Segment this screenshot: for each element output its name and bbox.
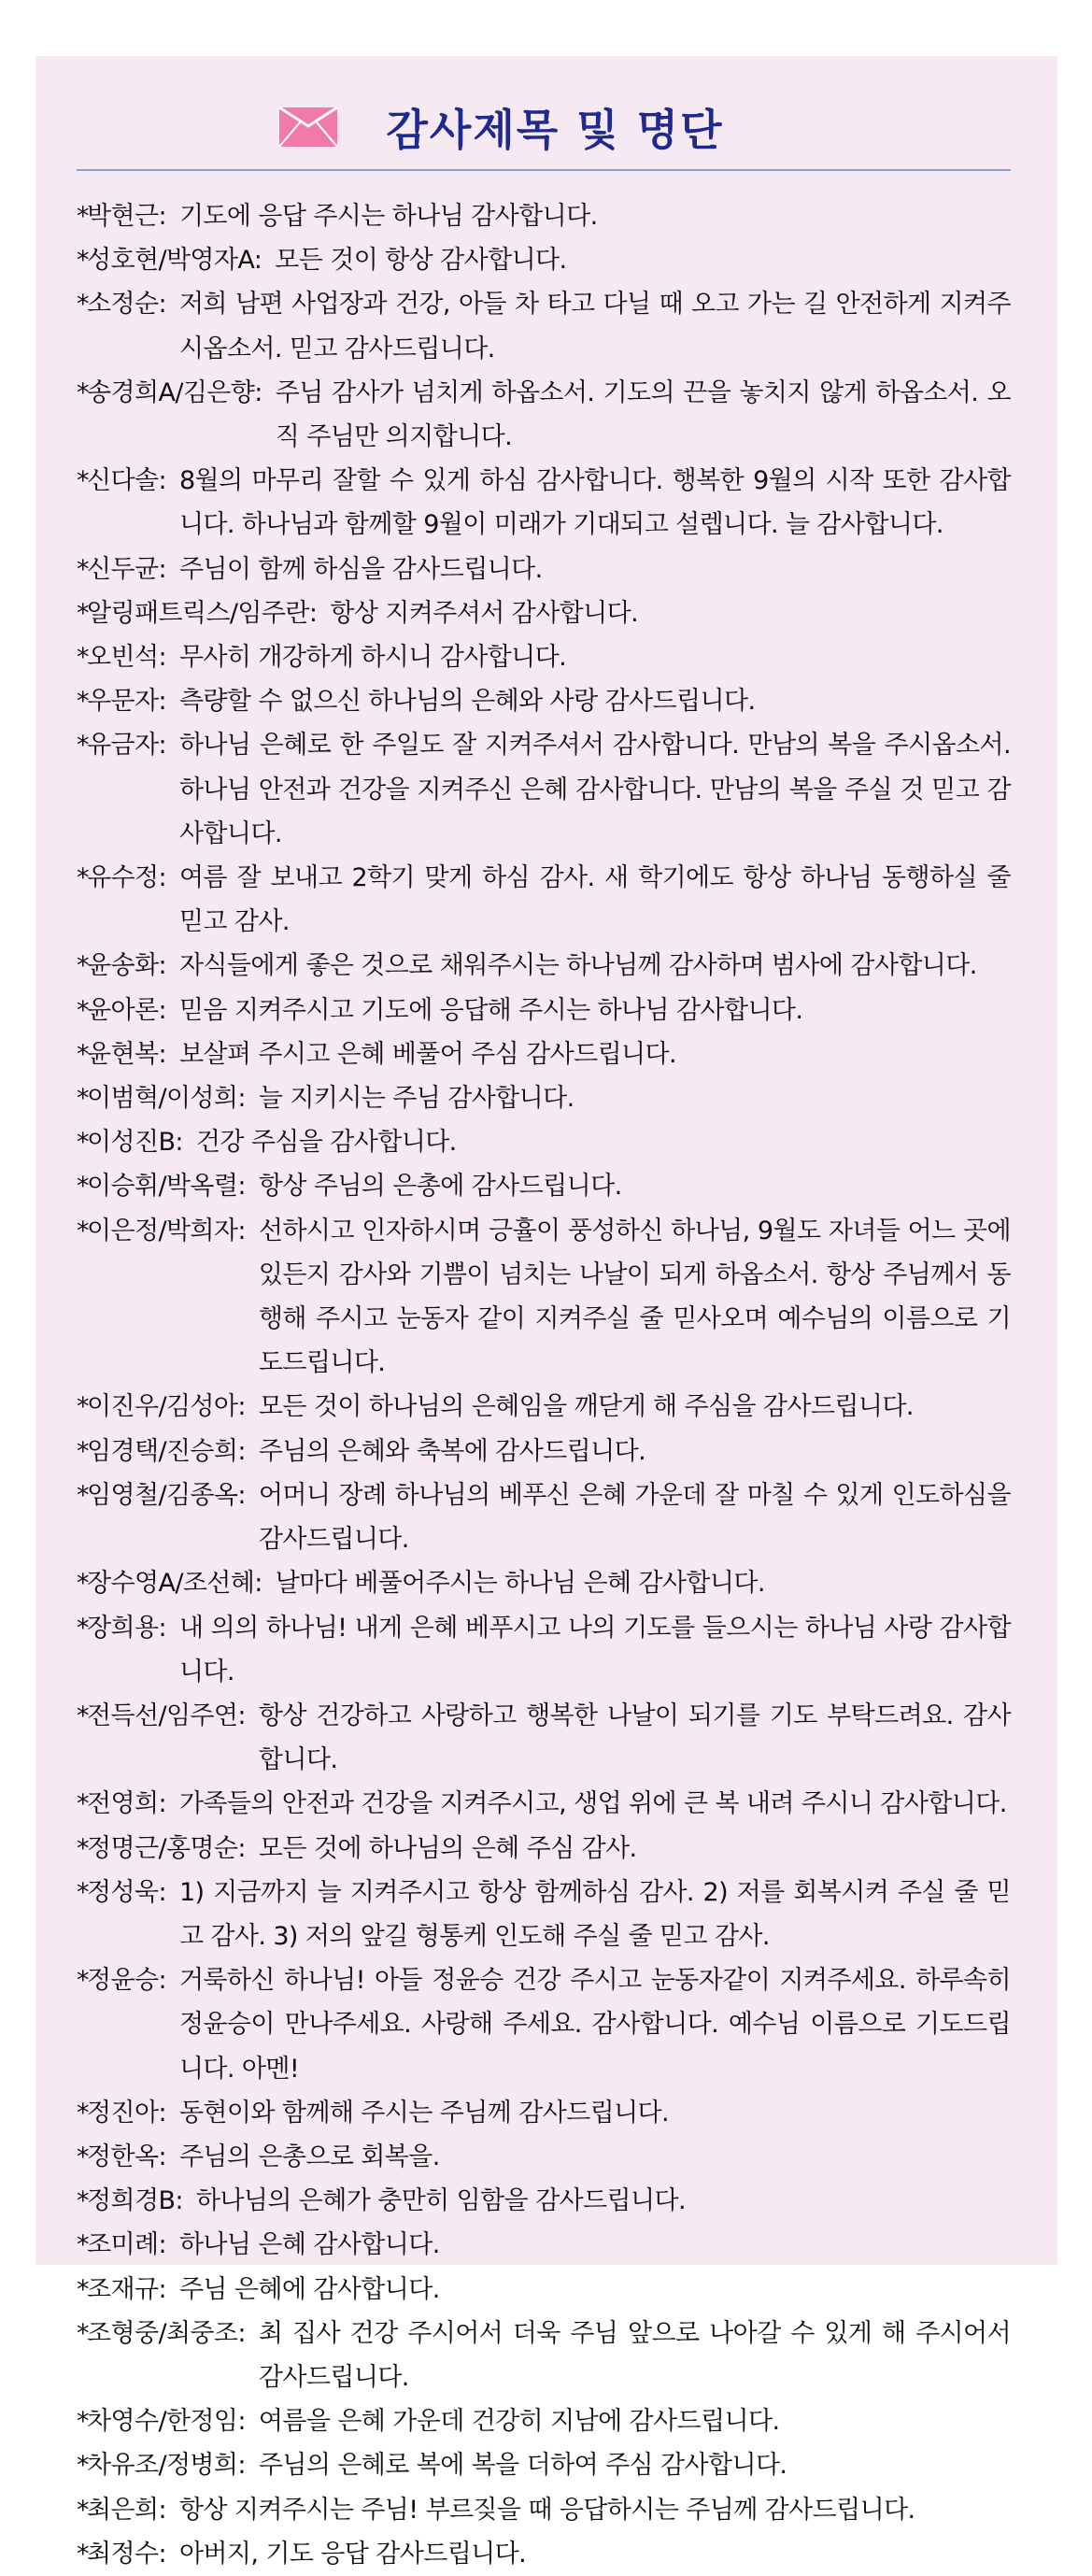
- entry-name: 정희경B:: [87, 2186, 183, 2216]
- bullet-marker: *: [77, 377, 89, 407]
- entry-message: 주님이 함께 하심을 감사드립니다.: [178, 554, 543, 584]
- bullet-marker: *: [77, 1966, 89, 1996]
- bullet-marker: *: [77, 1833, 89, 1863]
- list-item: [77, 1120, 1011, 1164]
- list-item: [77, 1561, 1011, 1605]
- entry-name: 이은정/박희자:: [87, 1216, 246, 1245]
- list-item: [77, 1694, 1011, 1782]
- entry-message: 모든 것이 항상 감사합니다.: [275, 246, 567, 276]
- bullet-marker: *: [77, 1128, 89, 1158]
- entry-message: 하나님 은혜로 한 주일도 잘 지켜주셔서 감사합니다. 만남의 복을 주시옵소서. 하나님 안전과 건강을 지켜주신 은혜 감사합니다. 만남의 복을 주실 것 믿고 감사합니다.: [178, 731, 1011, 848]
- bullet-marker: *: [77, 1436, 89, 1466]
- bullet-marker: *: [77, 1084, 89, 1114]
- entry-name: 정명근/홍명순:: [87, 1833, 246, 1863]
- page-title: 감사제목 및 명단: [386, 105, 724, 155]
- entry-message: 여름 잘 보내고 2학기 맞게 하심 감사. 새 학기에도 항상 하나님 동행하실 줄 믿고 감사.: [178, 863, 1011, 937]
- bullet-marker: *: [77, 1039, 89, 1069]
- entry-name: 조형중/최중조:: [87, 2318, 246, 2348]
- entry-name: 소정순:: [87, 290, 166, 320]
- entry-name: 윤현복:: [87, 1039, 166, 1069]
- entry-name: 장수영A/조선혜:: [87, 1569, 262, 1599]
- bullet-marker: *: [77, 1569, 89, 1599]
- list-item: [77, 2135, 1011, 2179]
- entry-name: 정한옥:: [87, 2142, 166, 2171]
- bullet-marker: *: [77, 1877, 89, 1907]
- list-item: [77, 548, 1011, 591]
- list-item: [77, 944, 1011, 988]
- entry-message: 거룩하신 하나님! 아들 정윤승 건강 주시고 눈동자같이 지켜주세요. 하루속히 정윤승이 만나주세요. 사랑해 주세요. 감사합니다. 예수님 이름으로 기도드립니다. 아멘!: [178, 1966, 1011, 2084]
- entry-message: 믿음 지켜주시고 기도에 응답해 주시는 하나님 감사합니다.: [178, 995, 803, 1025]
- entry-name: 차유조/정병희:: [87, 2451, 246, 2481]
- entry-name: 임경택/진승희:: [87, 1436, 246, 1466]
- list-item: [77, 1606, 1011, 1694]
- entry-name: 정진아:: [87, 2098, 166, 2128]
- list-item: [77, 2091, 1011, 2135]
- list-item: [77, 2179, 1011, 2223]
- entry-message: 보살펴 주시고 은혜 베풀어 주심 감사드립니다.: [178, 1039, 677, 1069]
- bullet-marker: *: [77, 1480, 89, 1510]
- bullet-marker: *: [77, 1172, 89, 1202]
- entry-message: 8월의 마무리 잘할 수 있게 하심 감사합니다. 행복한 9월의 시작 또한 감사합니다. 하나님과 함께할 9월이 미래가 기대되고 설렙니다. 늘 감사합니다.: [178, 466, 1011, 540]
- list-item: [77, 2399, 1011, 2443]
- entry-message: 아버지, 기도 응답 감사드립니다.: [178, 2539, 527, 2569]
- entry-message: 가족들의 안전과 건강을 지켜주시고, 생업 위에 큰 복 내려 주시니 감사합니다.: [178, 1789, 1007, 1819]
- entry-name: 윤아론:: [87, 995, 166, 1025]
- entry-name: 최정수:: [87, 2539, 166, 2569]
- entry-name: 알링패트릭스/임주란:: [87, 598, 318, 628]
- title-divider: [77, 169, 1011, 171]
- entry-message: 내 의의 하나님! 내게 은혜 베푸시고 나의 기도를 들으시는 하나님 사랑 감사합니다.: [178, 1613, 1011, 1686]
- list-item: [77, 371, 1011, 459]
- list-item: [77, 2443, 1011, 2487]
- bullet-marker: *: [77, 2098, 89, 2128]
- list-item: [77, 856, 1011, 944]
- entry-name: 신두균:: [87, 554, 166, 584]
- list-item: [77, 723, 1011, 856]
- list-item: [77, 2223, 1011, 2267]
- list-item: [77, 2312, 1011, 2399]
- entry-name: 전영희:: [87, 1789, 166, 1819]
- entry-name: 윤송화:: [87, 951, 166, 981]
- bullet-marker: *: [77, 2274, 89, 2304]
- entry-message: 기도에 응답 주시는 하나님 감사합니다.: [178, 202, 598, 231]
- list-item: [77, 459, 1011, 547]
- bullet-marker: *: [77, 2230, 89, 2260]
- entry-name: 임영철/김종옥:: [87, 1480, 246, 1510]
- entry-name: 성호현/박영자A:: [87, 246, 262, 276]
- entry-message: 주님의 은혜로 복에 복을 더하여 주심 감사합니다.: [258, 2451, 787, 2481]
- bullet-marker: *: [77, 246, 89, 276]
- entry-name: 조미례:: [87, 2230, 166, 2260]
- entry-name: 박현근:: [87, 202, 166, 231]
- entry-message: 저희 남편 사업장과 건강, 아들 차 타고 다닐 때 오고 가는 길 안전하게 지켜주시옵소서. 믿고 감사드립니다.: [178, 290, 1011, 363]
- bullet-marker: *: [77, 2142, 89, 2171]
- bullet-marker: *: [77, 290, 89, 320]
- entry-name: 조재규:: [87, 2274, 166, 2304]
- bullet-marker: *: [77, 951, 89, 981]
- thanksgiving-panel: [35, 56, 1057, 2569]
- entry-message: 1) 지금까지 늘 지켜주시고 항상 함께하심 감사. 2) 저를 회복시켜 주실 줄 믿고 감사. 3) 저의 앞길 형통케 인도해 주실 줄 믿고 감사.: [178, 1877, 1011, 1951]
- list-item: [77, 282, 1011, 370]
- entry-message: 모든 것에 하나님의 은혜 주심 감사.: [258, 1833, 637, 1863]
- bullet-marker: *: [77, 731, 89, 761]
- entry-message: 주님 감사가 넘치게 하옵소서. 기도의 끈을 놓치지 않게 하옵소서. 오직 주님만 의지합니다.: [275, 377, 1011, 452]
- entry-message: 하나님의 은혜가 충만히 임함을 감사드립니다.: [195, 2186, 686, 2216]
- bullet-marker: *: [77, 554, 89, 584]
- bullet-marker: *: [77, 1789, 89, 1819]
- bullet-marker: *: [77, 2451, 89, 2481]
- entry-name: 정성욱:: [87, 1877, 166, 1907]
- entry-message: 하나님 은혜 감사합니다.: [178, 2230, 440, 2260]
- entry-message: 주님의 은총으로 회복을.: [178, 2142, 440, 2171]
- list-item: [77, 679, 1011, 723]
- list-item: [77, 1473, 1011, 1561]
- entry-name: 장희용:: [87, 1613, 166, 1643]
- entry-message: 늘 지키시는 주님 감사합니다.: [258, 1084, 574, 1114]
- thanks-list: [77, 194, 1011, 2576]
- entry-message: 여름을 은혜 가운데 건강히 지남에 감사드립니다.: [258, 2407, 780, 2437]
- list-item: [77, 1032, 1011, 1076]
- bullet-marker: *: [77, 202, 89, 231]
- entry-name: 신다솔:: [87, 466, 166, 496]
- list-item: [77, 1871, 1011, 1958]
- list-item: [77, 1209, 1011, 1386]
- entry-message: 항상 지켜주셔서 감사합니다.: [330, 598, 639, 628]
- entry-message: 최 집사 건강 주시어서 더욱 주님 앞으로 나아갈 수 있게 해 주시어서 감사드립니다.: [258, 2318, 1011, 2392]
- bullet-marker: *: [77, 1701, 89, 1730]
- bullet-marker: *: [77, 2495, 89, 2525]
- entry-message: 자식들에게 좋은 것으로 채워주시는 하나님께 감사하며 범사에 감사합니다.: [178, 951, 977, 981]
- list-item: [77, 1782, 1011, 1826]
- bullet-marker: *: [77, 687, 89, 717]
- entry-name: 오빈석:: [87, 643, 166, 673]
- entry-message: 건강 주심을 감사합니다.: [195, 1128, 457, 1158]
- list-item: [77, 591, 1011, 635]
- list-item: [77, 635, 1011, 679]
- entry-message: 모든 것이 하나님의 은혜임을 깨닫게 해 주심을 감사드립니다.: [258, 1392, 914, 1422]
- bullet-marker: *: [77, 1216, 89, 1245]
- entry-name: 유수정:: [87, 863, 166, 893]
- entry-name: 우문자:: [87, 687, 166, 717]
- entry-message: 동현이와 함께해 주시는 주님께 감사드립니다.: [178, 2098, 670, 2128]
- entry-name: 이범혁/이성희:: [87, 1084, 246, 1114]
- entry-name: 송경희A/김은향:: [87, 377, 262, 407]
- entry-name: 유금자:: [87, 731, 166, 761]
- list-item: [77, 2532, 1011, 2576]
- list-item: [77, 1430, 1011, 1473]
- entry-name: 최은희:: [87, 2495, 166, 2525]
- bullet-marker: *: [77, 2539, 89, 2569]
- list-item: [77, 194, 1011, 238]
- list-item: [77, 1164, 1011, 1208]
- entry-message: 측량할 수 없으신 하나님의 은혜와 사랑 감사드립니다.: [178, 687, 756, 717]
- list-item: [77, 1385, 1011, 1429]
- bullet-marker: *: [77, 2407, 89, 2437]
- entry-message: 선하시고 인자하시며 긍휼이 풍성하신 하나님, 9월도 자녀들 어느 곳에 있든지 감사와 기쁨이 넘치는 나날이 되게 하옵소서. 항상 주님께서 동행해 주시고 눈동자 같이 지켜주실 줄 믿사오며 예수님의 이름으로 기도드립니다.: [258, 1216, 1011, 1378]
- entry-name: 차영수/한정임:: [87, 2407, 246, 2437]
- bullet-marker: *: [77, 1392, 89, 1422]
- list-item: [77, 1076, 1011, 1120]
- bullet-marker: *: [77, 995, 89, 1025]
- entry-name: 이승휘/박옥렬:: [87, 1172, 246, 1202]
- entry-message: 항상 건강하고 사랑하고 행복한 나날이 되기를 기도 부탁드려요. 감사합니다.: [258, 1701, 1011, 1775]
- list-item: [77, 1827, 1011, 1871]
- entry-name: 이진우/김성아:: [87, 1392, 246, 1422]
- list-item: [77, 2268, 1011, 2312]
- list-item: [77, 1958, 1011, 2091]
- entry-name: 이성진B:: [87, 1128, 183, 1158]
- list-item: [77, 238, 1011, 282]
- page-header: [35, 90, 1057, 164]
- entry-message: 주님의 은혜와 축복에 감사드립니다.: [258, 1436, 646, 1466]
- entry-message: 어머니 장례 하나님의 베푸신 은혜 가운데 잘 마칠 수 있게 인도하심을 감사드립니다.: [258, 1480, 1011, 1555]
- bullet-marker: *: [77, 2186, 89, 2216]
- bullet-marker: *: [77, 1613, 89, 1643]
- entry-message: 주님 은혜에 감사합니다.: [178, 2274, 440, 2304]
- entry-message: 무사히 개강하게 하시니 감사합니다.: [178, 643, 567, 673]
- list-item: [77, 2488, 1011, 2532]
- bullet-marker: *: [77, 863, 89, 893]
- entry-name: 전득선/임주연:: [87, 1701, 246, 1730]
- envelope-icon: [279, 107, 337, 147]
- bullet-marker: *: [77, 643, 89, 673]
- list-item: [77, 989, 1011, 1032]
- entry-message: 날마다 베풀어주시는 하나님 은혜 감사합니다.: [275, 1569, 765, 1599]
- entry-name: 정윤승:: [87, 1966, 166, 1996]
- entry-message: 항상 지켜주시는 주님! 부르짖을 때 응답하시는 주님께 감사드립니다.: [178, 2495, 915, 2525]
- bullet-marker: *: [77, 2318, 89, 2348]
- entry-message: 항상 주님의 은총에 감사드립니다.: [258, 1172, 622, 1202]
- bullet-marker: *: [77, 466, 89, 496]
- bullet-marker: *: [77, 598, 89, 628]
